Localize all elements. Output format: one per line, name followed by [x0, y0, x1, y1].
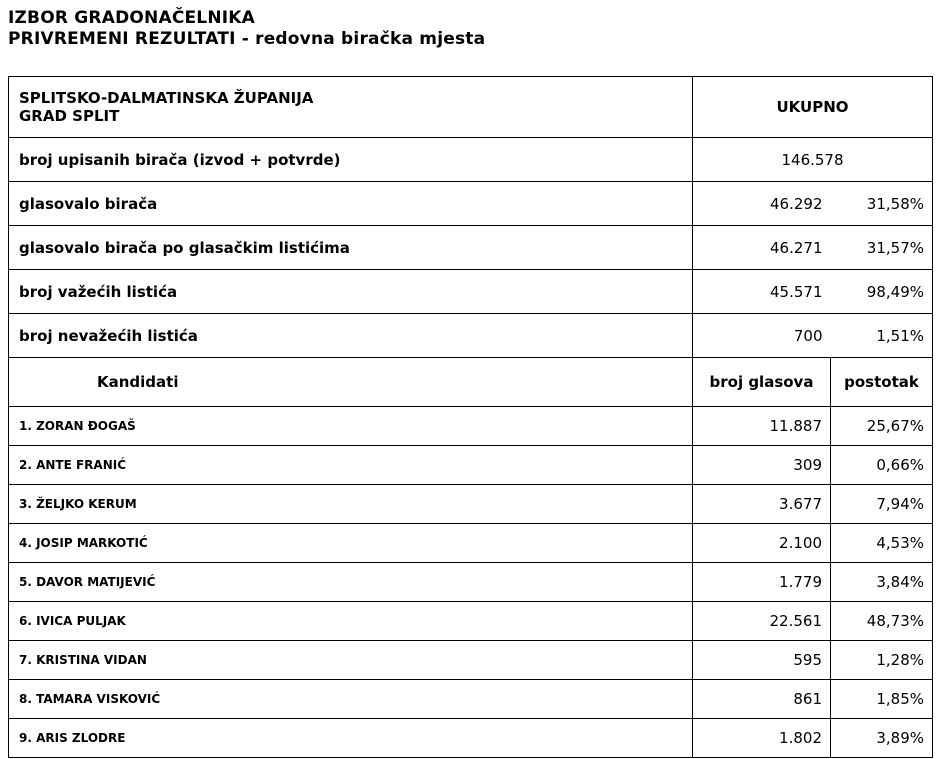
region-city: GRAD SPLIT	[19, 107, 120, 125]
candidate-row	[9, 485, 933, 524]
candidate-votes: 11.887	[693, 407, 831, 446]
stat-label: glasovalo birača	[9, 182, 693, 226]
candidate-votes: 595	[693, 641, 831, 680]
candidates-header: Kandidati	[9, 358, 693, 407]
candidate-percent: 25,67%	[831, 407, 933, 446]
candidate-name: 1. ZORAN ĐOGAŠ	[9, 407, 693, 446]
candidate-row	[9, 602, 933, 641]
stat-label: broj upisanih birača (izvod + potvrde)	[9, 138, 693, 182]
stat-percent: 31,57%	[831, 226, 933, 270]
candidate-votes: 861	[693, 680, 831, 719]
stat-row	[9, 314, 933, 358]
stat-row	[9, 138, 933, 182]
title-line-2: PRIVREMENI REZULTATI - redovna biračka mjesta	[8, 29, 486, 49]
candidate-percent: 0,66%	[831, 446, 933, 485]
candidate-percent: 48,73%	[831, 602, 933, 641]
candidate-name: 5. DAVOR MATIJEVIĆ	[9, 563, 693, 602]
stat-row	[9, 270, 933, 314]
candidate-row	[9, 680, 933, 719]
candidate-row	[9, 524, 933, 563]
page-title	[8, 8, 485, 50]
candidate-row	[9, 446, 933, 485]
candidates-header-row	[9, 358, 933, 407]
candidate-row	[9, 407, 933, 446]
candidate-name: 6. IVICA PULJAK	[9, 602, 693, 641]
candidate-percent: 1,28%	[831, 641, 933, 680]
stat-value: 45.571	[693, 270, 831, 314]
stat-label: broj važećih listića	[9, 270, 693, 314]
candidate-votes: 309	[693, 446, 831, 485]
votes-header: broj glasova	[693, 358, 831, 407]
stat-row	[9, 182, 933, 226]
results-table	[8, 76, 933, 758]
stat-label: glasovalo birača po glasačkim listićima	[9, 226, 693, 270]
candidate-votes: 3.677	[693, 485, 831, 524]
candidate-votes: 2.100	[693, 524, 831, 563]
title-line-1: IZBOR GRADONAČELNIKA	[8, 8, 256, 28]
candidate-percent: 1,85%	[831, 680, 933, 719]
stat-label: broj nevažećih listića	[9, 314, 693, 358]
stat-percent: 98,49%	[831, 270, 933, 314]
percent-header: postotak	[831, 358, 933, 407]
candidate-name: 9. ARIS ZLODRE	[9, 719, 693, 758]
stat-percent: 1,51%	[831, 314, 933, 358]
candidate-percent: 3,84%	[831, 563, 933, 602]
stat-row	[9, 226, 933, 270]
stat-percent: 31,58%	[831, 182, 933, 226]
candidate-percent: 4,53%	[831, 524, 933, 563]
stat-value: 146.578	[693, 138, 933, 182]
candidate-percent: 3,89%	[831, 719, 933, 758]
candidate-votes: 22.561	[693, 602, 831, 641]
candidate-votes: 1.779	[693, 563, 831, 602]
stat-value: 700	[693, 314, 831, 358]
candidate-name: 4. JOSIP MARKOTIĆ	[9, 524, 693, 563]
region-header-row	[9, 77, 933, 138]
stat-value: 46.292	[693, 182, 831, 226]
candidate-row	[9, 641, 933, 680]
candidate-row	[9, 563, 933, 602]
candidate-name: 8. TAMARA VISKOVIĆ	[9, 680, 693, 719]
total-header: UKUPNO	[693, 77, 933, 138]
stat-value: 46.271	[693, 226, 831, 270]
region-cell	[9, 77, 693, 138]
candidate-name: 7. KRISTINA VIDAN	[9, 641, 693, 680]
candidate-name: 3. ŽELJKO KERUM	[9, 485, 693, 524]
candidate-votes: 1.802	[693, 719, 831, 758]
candidate-row	[9, 719, 933, 758]
candidate-name: 2. ANTE FRANIĆ	[9, 446, 693, 485]
region-county: SPLITSKO-DALMATINSKA ŽUPANIJA	[19, 89, 314, 107]
candidate-percent: 7,94%	[831, 485, 933, 524]
